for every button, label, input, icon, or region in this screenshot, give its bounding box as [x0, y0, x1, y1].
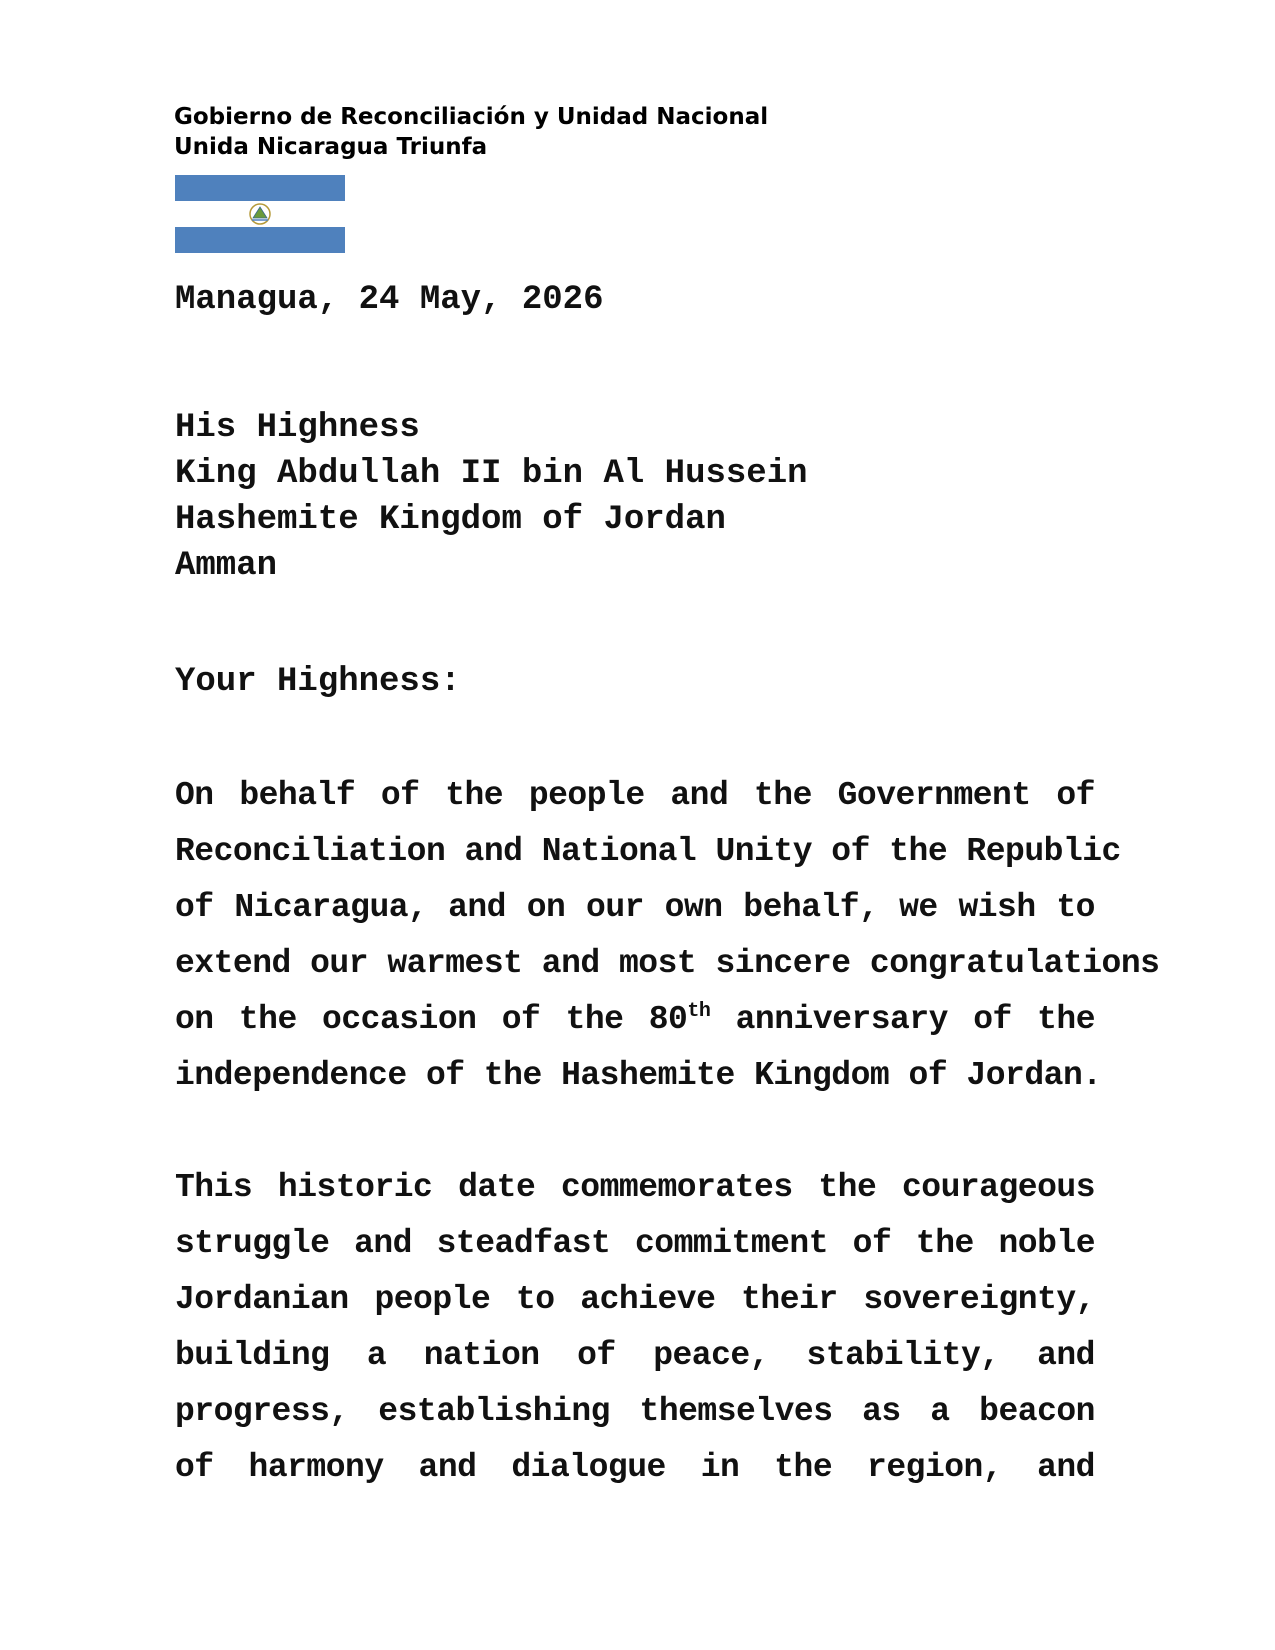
recipient-name: King Abdullah II bin Al Hussein	[175, 455, 808, 493]
paragraph-line: On behalf of the people and the Government of	[175, 777, 1095, 814]
flag-middle-stripe	[175, 201, 345, 227]
paragraph-line: of harmony and dialogue in the region, and	[175, 1449, 1095, 1486]
letter-date: Managua, 24 May, 2026	[175, 281, 604, 319]
paragraph-line: This historic date commemorates the courageous	[175, 1169, 1095, 1206]
letterhead-slogan: Unida Nicaragua Triunfa	[174, 134, 488, 160]
paragraph-line: progress, establishing themselves as a beacon	[175, 1393, 1095, 1430]
paragraph-line: struggle and steadfast commitment of the noble	[175, 1225, 1095, 1262]
paragraph-line: Jordanian people to achieve their sovereignty,	[175, 1281, 1095, 1318]
recipient-country: Hashemite Kingdom of Jordan	[175, 501, 726, 539]
paragraph-line: extend our warmest and most sincere congratulations	[175, 945, 1160, 982]
paragraph-line	[175, 992, 1095, 1048]
paragraph-line: of Nicaragua, and on our own behalf, we wish to	[175, 889, 1095, 926]
ordinal-suffix: th	[687, 1000, 711, 1023]
paragraph-line-part: on the occasion of the 80	[175, 1001, 688, 1038]
nicaragua-flag-icon	[175, 175, 345, 253]
paragraph-historic-date	[175, 1160, 1095, 1496]
salutation: Your Highness:	[175, 663, 461, 701]
recipient-title: His Highness	[175, 409, 420, 447]
flag-top-stripe	[175, 175, 345, 201]
flag-bottom-stripe	[175, 227, 345, 253]
letterhead-government-name: Gobierno de Reconciliación y Unidad Nacional	[174, 104, 769, 130]
paragraph-line: Reconciliation and National Unity of the Republic	[175, 833, 1121, 870]
recipient-city: Amman	[175, 547, 278, 585]
paragraph-line: building a nation of peace, stability, and	[175, 1337, 1095, 1374]
coat-of-arms-icon	[247, 203, 273, 225]
paragraph-congratulations	[175, 768, 1160, 1104]
paragraph-line-part: anniversary of the	[710, 1001, 1095, 1038]
letterhead	[174, 102, 768, 162]
paragraph-line: independence of the Hashemite Kingdom of Jordan.	[175, 1057, 1102, 1094]
recipient-address	[175, 405, 808, 589]
